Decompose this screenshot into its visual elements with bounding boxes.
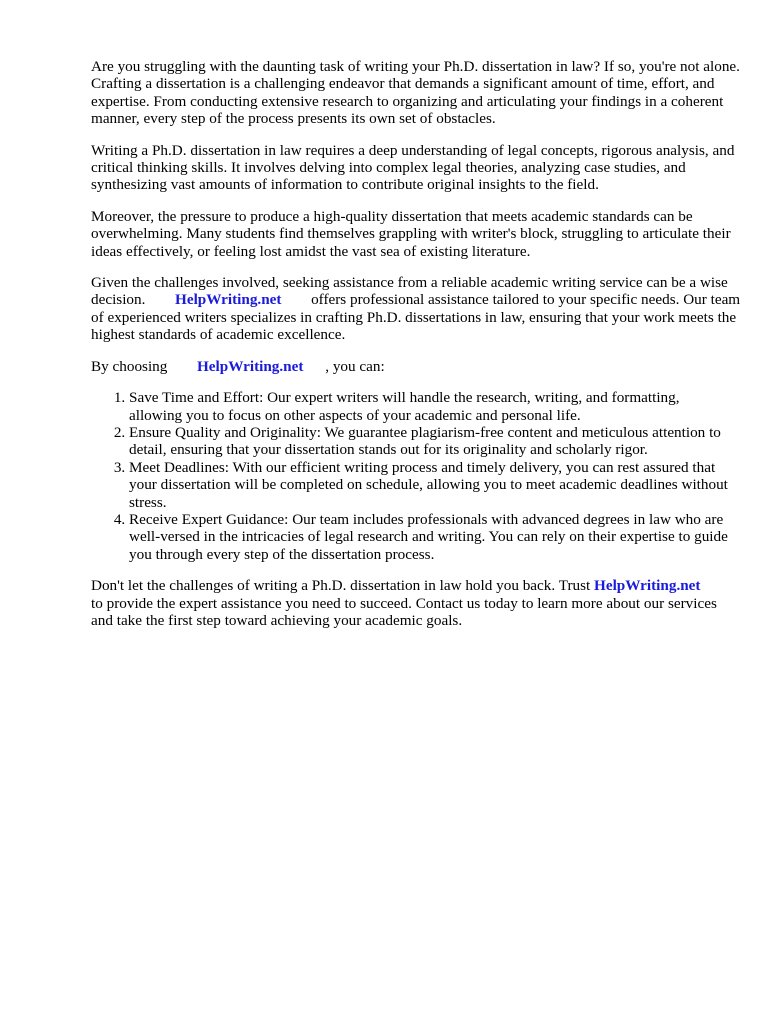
choosing-paragraph [91, 358, 731, 375]
assistance-text-after: offers professional assistance tailored to your specific needs. Our team of experienced writers specializes in crafting Ph.D. dissertations in law, ensuring that your work meets the highest standards of academic excellence. [91, 291, 741, 344]
benefit-item-guidance: 4. Receive Expert Guidance: Our team includes professionals with advanced degrees in law who are well-versed in the intricacies of legal research and writing. You can rely on their expertise to guide you through every step of the dissertation process. [129, 511, 731, 563]
document-body [91, 58, 741, 643]
closing-text-before: Don't let the challenges of writing a Ph.D. dissertation in law hold you back. Trust [91, 577, 591, 595]
requirements-paragraph: Writing a Ph.D. dissertation in law requires a deep understanding of legal concepts, rigorous analysis, and critical thinking skills. It involves delving into complex legal theories, analyzing case studies, and synthesizing vast amounts of information to contribute original insights to the field. [91, 141, 735, 194]
assistance-text-before: Given the challenges involved, seeking assistance from a reliable academic writing service can be a wise decision. [91, 274, 728, 309]
helpwriting-link-2[interactable]: HelpWriting.net [196, 357, 304, 375]
benefit-item-save-time: 1. Save Time and Effort: Our expert writers will handle the research, writing, and formatting, allowing you to focus on other aspects of your academic and personal life. [129, 389, 731, 424]
closing-paragraph [91, 577, 731, 629]
pressure-paragraph: Moreover, the pressure to produce a high-quality dissertation that meets academic standards can be overwhelming. Many students find themselves grappling with writer's block, struggling to articulate their ideas effectively, or feeling lost amidst the vast sea of existing literature. [91, 207, 731, 260]
assistance-paragraph [91, 274, 741, 344]
helpwriting-link-3[interactable]: HelpWriting.net [594, 577, 701, 595]
benefit-item-quality: 2. Ensure Quality and Originality: We guarantee plagiarism-free content and meticulous attention to detail, ensuring that your dissertation stands out for its originality and scholarly rigor. [129, 424, 731, 459]
benefits-list [91, 389, 731, 563]
helpwriting-link-1[interactable]: HelpWriting.net [175, 291, 282, 309]
benefit-item-deadlines: 3. Meet Deadlines: With our efficient writing process and timely delivery, you can rest assured that your dissertation will be completed on schedule, allowing you to meet academic deadlines without stress. [129, 459, 731, 511]
intro-paragraph: Are you struggling with the daunting task of writing your Ph.D. dissertation in law? If so, you're not alone. Crafting a dissertation is a challenging endeavor that demands a significant amount of time, effort, and expertise. From conducting extensive research to organizing and articulating your findings in a coherent manner, every step of the process presents its own set of obstacles. [91, 58, 740, 128]
choosing-text-before: By choosing [91, 357, 168, 375]
choosing-text-after: , you can: [325, 357, 385, 375]
closing-text-after: to provide the expert assistance you need to succeed. Contact us today to learn more about our services and take the first step toward achieving your academic goals. [91, 594, 717, 629]
